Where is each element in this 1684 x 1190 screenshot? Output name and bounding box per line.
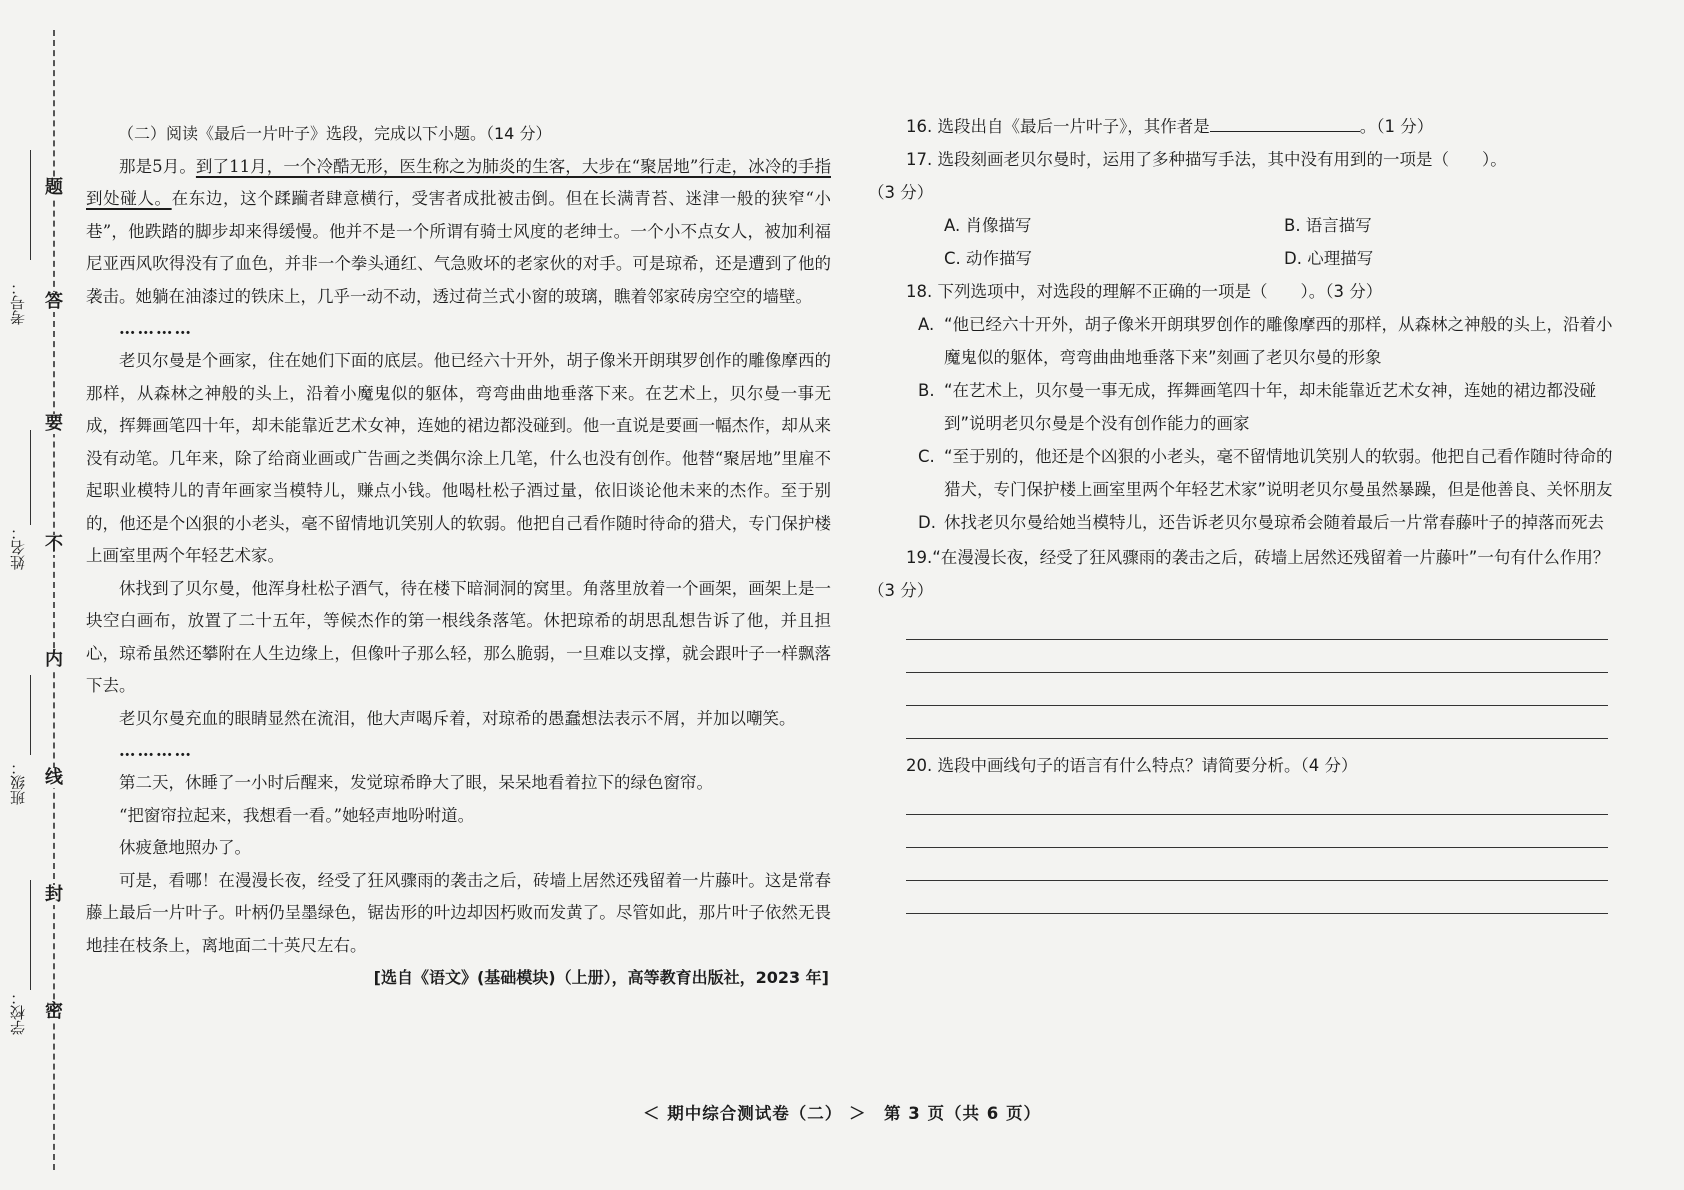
- answer-line[interactable]: [906, 881, 1608, 914]
- option-text: “他已经六十开外，胡子像米开朗琪罗创作的雕像摩西的那样，从森林之神般的头上，沿着小魔鬼似的躯体，弯弯曲曲地垂落下来”刻画了老贝尔曼的形象: [944, 315, 1613, 367]
- class-label: 班级：: [9, 760, 27, 805]
- seal-char: 内: [45, 649, 63, 670]
- passage-paragraph: “把窗帘拉起来，我想看一看。”她轻声地吩咐道。: [119, 805, 475, 825]
- passage-paragraph: 休疲惫地照办了。: [119, 838, 251, 857]
- question-19: 19.“在漫漫长夜，经受了狂风骤雨的袭击之后，砖墙上居然还残留着一片藤叶”一句有什么作用？（3 分）: [868, 548, 1610, 600]
- answer-line[interactable]: [906, 848, 1608, 881]
- option-label: B.: [918, 381, 935, 400]
- question-17: 17. 选段刻画老贝尔曼时，运用了多种描写手法，其中没有用到的一项是（ ）。: [906, 150, 1507, 169]
- question-text: 16. 选段出自《最后一片叶子》，其作者是: [906, 117, 1210, 136]
- underlined-sentence: 到了11月，一个冷酷无形，医生称之为肺炎的生客，大步在“聚居地”行走，冰冷的手指到处碰人。: [86, 156, 831, 208]
- school-line: [30, 880, 31, 990]
- passage-paragraph: 第二天，休睡了一小时后醒来，发觉琼希睁大了眼，呆呆地看着拉下的绿色窗帘。: [119, 773, 713, 792]
- question-score: 。（1 分）: [1359, 117, 1434, 136]
- option-label: D.: [918, 513, 936, 532]
- seal-char: 密: [45, 1001, 63, 1022]
- option-text: 休找老贝尔曼给她当模特儿，还告诉老贝尔曼琼希会随着最后一片常春藤叶子的掉落而死去: [944, 513, 1604, 532]
- paragraph-text: 那是5月。: [119, 156, 196, 176]
- q17-option-row: [868, 209, 1628, 242]
- answer-line[interactable]: [906, 607, 1608, 640]
- passage-paragraph: 老贝尔曼是个画家，住在她们下面的底层。他已经六十开外，胡子像米开朗琪罗创作的雕像摩西的那样，从森林之神般的头上，沿着小魔鬼似的躯体，弯弯曲曲地垂落下来。在艺术上，贝尔曼一事无成，挥舞画笔四十年，却未能靠近艺术女神，连她的裙边都没碰到。他一直说是要画一幅杰作，却从来没有动笔。几年来，除了给商业画或广告画之类偶尔涂上几笔，什么也没有创作。他替“聚居地”里雇不起职业模特儿的青年画家当模特儿，赚点小钱。他喝杜松子酒过量，依旧谈论他未来的杰作。至于别的，他还是个凶狠的小老头，毫不留情地讥笑别人的软弱。他把自己看作随时待命的猎犬，专门保护楼上画室里两个年轻艺术家。: [86, 351, 831, 565]
- q17-option-row: [868, 242, 1628, 275]
- q17-option-c[interactable]: C. 动作描写: [944, 249, 1033, 268]
- q18-option-a[interactable]: [868, 308, 1628, 374]
- answer-line[interactable]: [906, 815, 1608, 848]
- answer-line[interactable]: [906, 706, 1608, 739]
- seal-char: 线: [45, 767, 63, 788]
- class-line: [30, 675, 31, 755]
- questions-column: [868, 110, 1628, 914]
- q17-option-d[interactable]: D. 心理描写: [1284, 249, 1374, 268]
- q18-option-c[interactable]: [868, 440, 1628, 506]
- answer-line[interactable]: [906, 782, 1608, 815]
- exam-number-label: 考号：: [9, 280, 27, 325]
- q17-option-b[interactable]: B. 语言描写: [1284, 216, 1372, 235]
- q17-option-a[interactable]: A. 肖像描写: [944, 216, 1032, 235]
- school-label: 学校：: [9, 990, 27, 1035]
- passage-paragraph: [86, 151, 831, 314]
- option-text: “至于别的，他还是个凶狠的小老头，毫不留情地讥笑别人的软弱。他把自己看作随时待命的猎犬，专门保护楼上画室里两个年轻艺术家”说明老贝尔曼虽然暴躁，但是他善良、关怀朋友: [944, 447, 1613, 499]
- seal-char: 答: [45, 291, 63, 312]
- passage-paragraph: 老贝尔曼充血的眼睛显然在流泪，他大声喝斥着，对琼希的愚蠢想法表示不屑，并加以嘲笑。: [119, 708, 796, 728]
- q18-option-d[interactable]: [868, 506, 1628, 539]
- question-17-score: （3 分）: [868, 183, 934, 202]
- author-blank[interactable]: [1210, 113, 1360, 132]
- question-20: 20. 选段中画线句子的语言有什么特点？请简要分析。（4 分）: [906, 756, 1358, 775]
- answer-line[interactable]: [906, 673, 1608, 706]
- option-label: A.: [918, 315, 935, 334]
- q18-option-b[interactable]: [868, 374, 1628, 440]
- option-text: “在艺术上，贝尔曼一事无成，挥舞画笔四十年，却未能靠近艺术女神，连她的裙边都没碰到”说明老贝尔曼是个没有创作能力的画家: [944, 381, 1597, 433]
- ellipsis-separator: …………: [119, 319, 193, 338]
- reading-passage: [86, 118, 831, 995]
- seal-char: 封: [45, 884, 63, 905]
- seal-char: 要: [45, 413, 63, 434]
- answer-line[interactable]: [906, 640, 1608, 673]
- binding-dashed-line: [53, 30, 55, 1170]
- passage-paragraph: 休找到了贝尔曼，他浑身杜松子酒气，待在楼下暗洞洞的窝里。角落里放着一个画架，画架上是一块空白画布，放置了二十五年，等候杰作的第一根线条落笔。休把琼希的胡思乱想告诉了他，并且担心，琼希虽然还攀附在人生边缘上，但像叶子那么轻，那么脆弱，一旦难以支撑，就会跟叶子一样飘落下去。: [86, 578, 831, 695]
- seal-char: 不: [45, 534, 63, 555]
- page-footer: ＜ 期中综合测试卷（二） ＞ 第 3 页（共 6 页）: [643, 1104, 1041, 1123]
- name-line: [30, 430, 31, 525]
- paragraph-text: 在东边，这个蹂躏者肆意横行，受害者成批被击倒。但在长满青苔、迷津一般的狭窄“小巷”，他跌踏的脚步却来得缓慢。他并不是一个所谓有骑士风度的老绅士。一个小不点女人，被加利福尼亚西风吹得没有了血色，并非一个拳头通红、气急败坏的老家伙的对手。可是琼希，还是遭到了他的袭击。她躺在油漆过的铁床上，几乎一动不动，透过荷兰式小窗的玻璃，瞧着邻家砖房空空的墙壁。: [86, 189, 832, 306]
- name-label: 姓名：: [9, 525, 27, 570]
- exam-number-line: [30, 150, 31, 260]
- seal-char: 题: [45, 177, 63, 198]
- question-16: [868, 110, 1628, 143]
- section-title: （二）阅读《最后一片叶子》选段，完成以下小题。（14 分）: [118, 124, 552, 143]
- question-18: 18. 下列选项中，对选段的理解不正确的一项是（ ）。（3 分）: [906, 282, 1383, 301]
- passage-paragraph: 可是，看哪！在漫漫长夜，经受了狂风骤雨的袭击之后，砖墙上居然还残留着一片藤叶。这是常春藤上最后一片叶子。叶柄仍呈墨绿色，锯齿形的叶边却因朽败而发黄了。尽管如此，那片叶子依然无畏地挂在枝条上，离地面二十英尺左右。: [86, 870, 831, 955]
- ellipsis-separator: …………: [119, 741, 193, 760]
- option-label: C.: [918, 447, 935, 466]
- source-citation: [选自《语文》(基础模块)（上册），高等教育出版社，2023 年]: [373, 968, 829, 987]
